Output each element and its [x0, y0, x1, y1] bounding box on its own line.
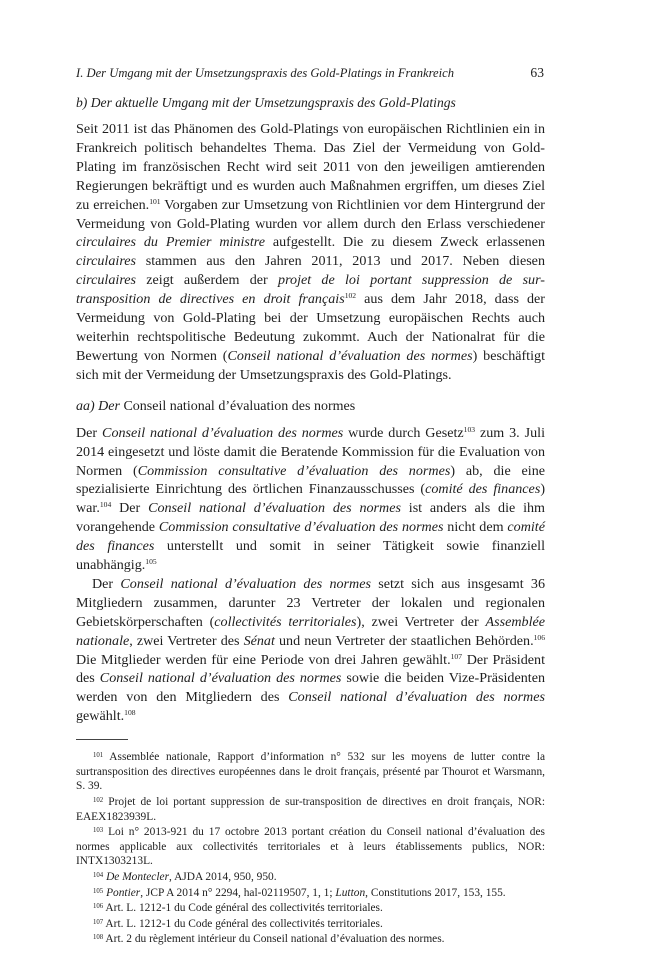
- text-run: Der Präsident des: [76, 651, 545, 687]
- italic-term: Conseil national d’évaluation des normes: [288, 689, 545, 706]
- footnote-ref-103[interactable]: 103: [463, 424, 476, 434]
- footnote-number: 105: [93, 887, 104, 895]
- section-heading-aa: [76, 398, 545, 416]
- text-run: setzt sich aus insgesamt 36 Mitgliedern zusammen, darunter 23 Vertreter der lokalen und regionalen Gebietskörperschaften (: [76, 575, 545, 630]
- text-run: und neun Vertreter der staatlichen Behörden.: [274, 632, 534, 649]
- footnote-108: [76, 932, 545, 947]
- footnote-106: [76, 901, 545, 916]
- footnote-number: 102: [93, 796, 104, 804]
- italic-term: circulaires: [76, 253, 137, 270]
- text-run: zum 3. Juli 2014 eingesetzt und löste damit die Beratende Kommission für die Evaluation von Normen (: [76, 424, 545, 479]
- paragraph-b-1: [76, 120, 545, 385]
- text-run: sowie die beiden Vize-Präsidenten werden von den Mitgliedern des: [76, 670, 545, 706]
- text-run: aufgestellt. Die zu diesem Zweck erlassenen: [265, 234, 545, 251]
- footnote-ref-106[interactable]: 106: [533, 632, 545, 642]
- text-run: wurde durch Gesetz: [343, 424, 464, 441]
- italic-term: comité des finances: [425, 481, 541, 498]
- footnote-107: [76, 917, 545, 932]
- italic-term: Conseil national d’évaluation des normes: [120, 575, 371, 592]
- footnote-ref-104[interactable]: 104: [99, 500, 112, 510]
- footnote-ref-108[interactable]: 108: [124, 708, 136, 718]
- text-run: aus dem Jahr 2018, dass der Vermeidung von Gold-Plating bei der Umsetzung europäischen Rechts auch weiterhin rechtspolitische Bedeutung zukommt. Auch der Nationalrat für die Bewertung von Normen (: [76, 291, 545, 364]
- italic-term: Conseil national d’évaluation des normes: [102, 424, 344, 441]
- footnote-number: 106: [93, 903, 104, 911]
- italic-term: Commission consultative d’évaluation des normes: [158, 519, 444, 536]
- italic-term: Conseil national d’évaluation des normes: [99, 670, 342, 687]
- footnote-number: 104: [93, 871, 104, 879]
- text-run: Der: [92, 575, 121, 592]
- paragraph-aa-1: [76, 424, 545, 575]
- text-run: stammen aus den Jahren 2011, 2013 und 2017. Neben diesen: [136, 253, 545, 270]
- text-run: Der: [76, 424, 103, 441]
- text-run: ist anders als die ihm vorangehende: [76, 500, 545, 536]
- footnote-text: , JCP A 2014 n° 2294, hal-02119507, 1, 1;: [140, 886, 336, 899]
- italic-term: circulaires: [76, 272, 137, 289]
- footnote-text: Art. 2 du règlement intérieur du Conseil national d’évaluation des normes.: [105, 933, 445, 946]
- footnote-text: , Constitutions 2017, 153, 155.: [365, 886, 506, 899]
- footnote-author: De Montecler: [106, 870, 170, 883]
- footnote-text: Projet de loi portant suppression de sur-transposition de directives en droit français, NOR: EAEX1823939L.: [76, 795, 545, 823]
- footnote-text: , AJDA 2014, 950, 950.: [169, 870, 277, 883]
- text-run: gewählt.: [76, 708, 125, 725]
- running-head: [76, 66, 544, 81]
- footnote-105: [76, 886, 545, 901]
- footnote-text: Loi n° 2013-921 du 17 octobre 2013 portant création du Conseil national d’évaluation des normes applicable aux collectivités territoriales et à leurs établissements publics, NOR: INTX1303213L.: [76, 826, 545, 868]
- italic-term: Assemblée nationale: [76, 613, 546, 649]
- italic-term: Conseil national d’évaluation des normes: [227, 347, 473, 364]
- footnote-number: 101: [93, 752, 104, 760]
- footnotes: [76, 750, 545, 947]
- italic-term: Commission consultative d’évaluation des normes: [137, 462, 451, 479]
- footnote-101: [76, 750, 545, 794]
- footnote-author: Lutton: [335, 886, 366, 899]
- footnote-text: Assemblée nationale, Rapport d’information n° 532 sur les moyens de lutter contre la surtransposition des directives européennes dans le droit français, présenté par Thourot et Warsmann, S. 39.: [76, 751, 546, 793]
- section-heading-b: b) Der aktuelle Umgang mit der Umsetzungspraxis des Gold-Platings: [76, 95, 456, 110]
- text-run: zeigt außerdem der: [136, 272, 279, 289]
- text-run: Der: [111, 500, 149, 517]
- italic-term: projet de loi portant suppression de sur-transposition de directives en droit français: [76, 272, 545, 308]
- italic-term: comité des finances: [76, 519, 545, 555]
- footnote-author: Pontier: [106, 886, 141, 899]
- footnote-separator: [76, 739, 128, 740]
- text-run: Die Mitglieder werden für eine Periode von drei Jahren gewählt.: [76, 651, 451, 668]
- footnote-number: 103: [93, 827, 104, 835]
- paragraph-aa-2: [76, 575, 545, 726]
- footnote-text: Art. L. 1212-1 du Code général des collectivités territoriales.: [105, 917, 383, 930]
- footnote-text: Art. L. 1212-1 du Code général des collectivités territoriales.: [105, 902, 383, 915]
- footnote-102: [76, 795, 545, 824]
- text-run: , zwei Vertreter des: [129, 632, 244, 649]
- italic-term: circulaires du Premier ministre: [76, 234, 266, 251]
- heading-rest: Conseil national d’évaluation des normes: [119, 398, 356, 414]
- running-title: I. Der Umgang mit der Umsetzungspraxis des Gold-Platings in Frankreich: [76, 66, 455, 80]
- text-run: ), zwei Vertreter der: [356, 613, 486, 630]
- page-content: [76, 94, 545, 948]
- footnote-number: 107: [93, 918, 104, 926]
- text-run: nicht dem: [443, 519, 508, 536]
- footnote-number: 108: [93, 934, 104, 942]
- footnote-104: [76, 870, 545, 885]
- text-run: ) ab, die eine spezialisierte Einrichtung des örtlichen Finanzausschusses (: [76, 462, 545, 498]
- italic-term: collectivités territoriales: [214, 613, 357, 630]
- italic-term: Conseil national d’évaluation des normes: [148, 500, 401, 517]
- text-run: unterstellt und somit in seiner Tätigkeit sowie finanziell unabhängig.: [76, 538, 545, 574]
- text-run: ) beschäftigt sich mit der Vermeidung der Umsetzungspraxis des Gold-Platings.: [76, 347, 545, 383]
- text-run: ) war.: [76, 481, 546, 517]
- footnote-ref-101[interactable]: 101: [149, 196, 161, 206]
- footnote-ref-107[interactable]: 107: [450, 651, 462, 661]
- text-run: Vorgaben zur Umsetzung von Richtlinien vor dem Hintergrund der Vermeidung von Gold-Plating wurden vor allem durch den Erlass verschiedener: [76, 196, 545, 232]
- footnote-ref-102[interactable]: 102: [344, 291, 357, 301]
- page-number: 63: [530, 65, 544, 80]
- italic-term: Sénat: [243, 632, 275, 649]
- heading-prefix: aa) Der: [76, 398, 120, 414]
- footnote-ref-105[interactable]: 105: [145, 557, 157, 567]
- footnote-103: [76, 825, 545, 869]
- text-run: Seit 2011 ist das Phänomen des Gold-Platings von europäischen Richtlinien ein in Frankreich politisch behandeltes Thema. Das Ziel der Vermeidung von Gold-Plating im französischen Recht wird seit 2011 von den jeweiligen amtierenden Regierungen bekräftigt und es wurden auch Maßnahmen ergriffen, um dieses Ziel zu erreichen.: [76, 121, 545, 213]
